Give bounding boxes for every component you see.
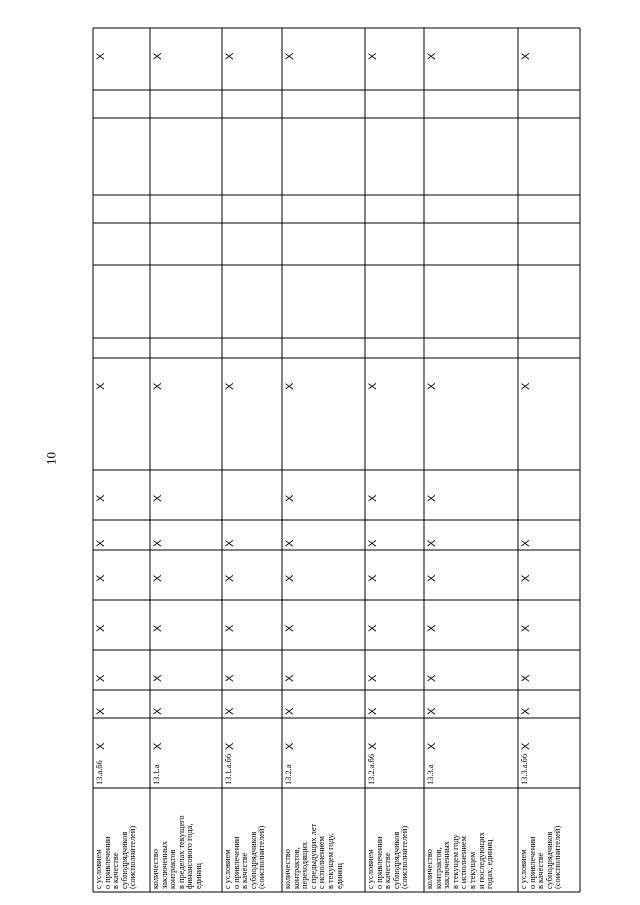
cell-x-mark: X — [520, 52, 532, 60]
cell-x-mark: X — [367, 624, 379, 632]
cell-x-mark: X — [152, 707, 164, 715]
cell-x-mark: X — [152, 382, 164, 390]
row-code: 13.а.б6 — [95, 760, 104, 785]
cell-x-mark: X — [426, 624, 438, 632]
cell-x-mark: X — [367, 574, 379, 582]
cell-x-mark: X — [367, 494, 379, 502]
cell-x-mark: X — [520, 707, 532, 715]
cell-x-mark: X — [284, 624, 296, 632]
cell-x-mark: X — [224, 539, 236, 547]
cell-x-mark: X — [152, 539, 164, 547]
row-code: 13.2.а.б6 — [367, 753, 376, 785]
cell-x-mark: X — [426, 707, 438, 715]
cell-x-mark: X — [284, 674, 296, 682]
cell-x-mark: X — [284, 574, 296, 582]
row-code: 13.1.а — [152, 764, 161, 785]
row-label: с условием о привлечении в качестве субподрядчиков (соисполнителей) — [366, 825, 410, 889]
cell-x-mark: X — [95, 52, 107, 60]
cell-x-mark: X — [367, 382, 379, 390]
cell-x-mark: X — [426, 494, 438, 502]
cell-x-mark: X — [224, 674, 236, 682]
cell-x-mark: X — [224, 52, 236, 60]
cell-x-mark: X — [520, 382, 532, 390]
cell-x-mark: X — [224, 382, 236, 390]
cell-x-mark: X — [426, 382, 438, 390]
cell-x-mark: X — [284, 707, 296, 715]
cell-x-mark: X — [367, 52, 379, 60]
row-label: с условием о привлечении в качестве субподрядчиков (соисполнителей) — [519, 825, 563, 889]
cell-x-mark: X — [224, 707, 236, 715]
cell-x-mark: X — [367, 674, 379, 682]
cell-x-mark: X — [284, 382, 296, 390]
cell-x-mark: X — [95, 624, 107, 632]
cell-x-mark: X — [367, 742, 379, 750]
cell-x-mark: X — [152, 624, 164, 632]
cell-x-mark: X — [284, 52, 296, 60]
row-label: с условием о привлечении в качестве субподрядчиков (соисполнителей) — [223, 825, 267, 889]
cell-x-mark: X — [152, 674, 164, 682]
cell-x-mark: X — [520, 624, 532, 632]
cell-x-mark: X — [284, 539, 296, 547]
cell-x-mark: X — [367, 539, 379, 547]
cell-x-mark: X — [520, 742, 532, 750]
cell-x-mark: X — [95, 674, 107, 682]
cell-x-mark: X — [520, 674, 532, 682]
cell-x-mark: X — [520, 539, 532, 547]
cell-x-mark: X — [426, 574, 438, 582]
row-label: количество заключенных контрактов в пределах текущего финансового года, единиц — [151, 815, 203, 889]
cell-x-mark: X — [95, 707, 107, 715]
row-label: количество контрактов, переходящих с предыдущих лет с исполнением в текущем году, единиц — [283, 823, 344, 889]
cell-x-mark: X — [95, 574, 107, 582]
cell-x-mark: X — [367, 707, 379, 715]
row-code: 13.2.а — [284, 764, 293, 785]
cell-x-mark: X — [224, 574, 236, 582]
cell-x-mark: X — [95, 742, 107, 750]
cell-x-mark: X — [152, 742, 164, 750]
cell-x-mark: X — [152, 494, 164, 502]
cell-x-mark: X — [426, 742, 438, 750]
cell-x-mark: X — [152, 574, 164, 582]
cell-x-mark: X — [152, 52, 164, 60]
cell-x-mark: X — [224, 624, 236, 632]
cell-x-mark: X — [95, 539, 107, 547]
page-number: 10 — [43, 452, 59, 465]
cell-x-mark: X — [284, 742, 296, 750]
row-label: количество контрактов, заключенных в текущем году с исполнением в текущем и последующих годах, единиц — [425, 832, 495, 889]
row-code: 13.3.а — [426, 764, 435, 785]
cell-x-mark: X — [95, 382, 107, 390]
row-code: 13.1.а.б6 — [224, 753, 233, 785]
cell-x-mark: X — [426, 674, 438, 682]
cell-x-mark: X — [284, 494, 296, 502]
row-code: 13.3.а.б6 — [520, 753, 529, 785]
cell-x-mark: X — [520, 574, 532, 582]
cell-x-mark: X — [224, 742, 236, 750]
cell-x-mark: X — [426, 539, 438, 547]
row-label: с условием о привлечении в качестве субподрядчиков (соисполнителей) — [94, 825, 138, 889]
cell-x-mark: X — [95, 494, 107, 502]
cell-x-mark: X — [426, 52, 438, 60]
